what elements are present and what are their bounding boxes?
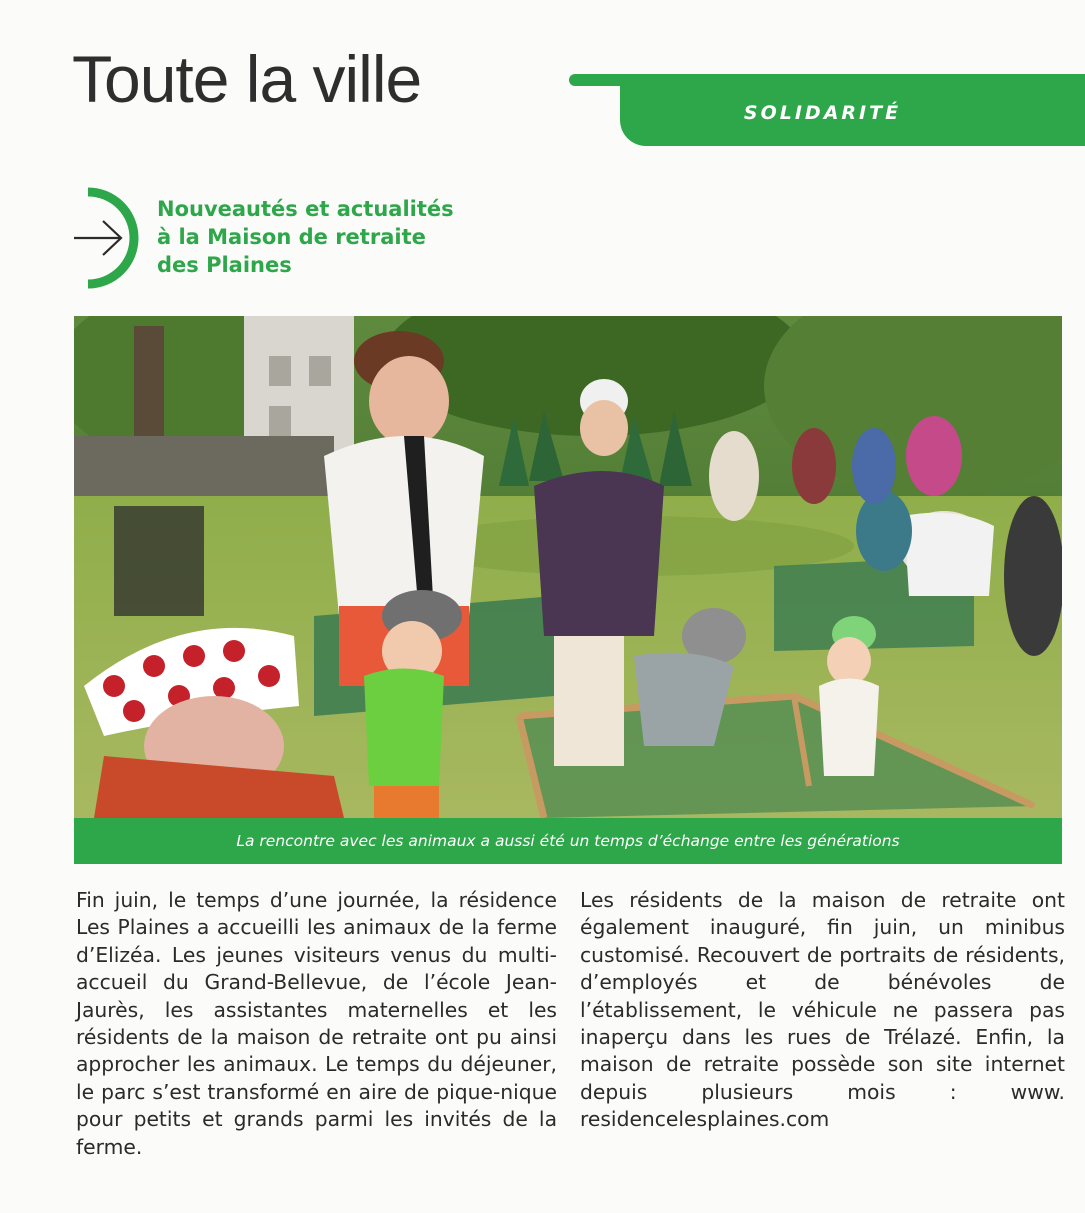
- photo-caption: La rencontre avec les animaux a aussi été un temps d’échange entre les générations: [236, 832, 900, 850]
- photo-caption-bar: [74, 818, 1062, 864]
- arrow-right-icon: [70, 186, 142, 290]
- article-title-line-2: à la Maison de retraite: [157, 225, 426, 249]
- body-text-right: Les résidents de la maison de retraite ont également inauguré, fin juin, un minibus customisé. Recouvert de portraits de résidents, d’employés et de bénévoles de l’établissement, le véhicule ne passera pas inaperçu dans les rues de Trélazé. Enfin, la maison de retraite possède son site internet depuis plusieurs mois : www. residencelesplaines.com: [580, 888, 1065, 1132]
- article-title-line-3: des Plaines: [157, 253, 292, 277]
- body-text-left: Fin juin, le temps d’une journée, la résidence Les Plaines a accueilli les animaux de la ferme d’Elizéa. Les jeunes visiteurs venus du multi-accueil du Grand-Bellevue, de l’école Jean-Jaurès, les assistantes maternelles et les résidents de la maison de retraite ont pu ainsi approcher les animaux. Le temps du déjeuner, le parc s’est transformé en aire de pique-nique pour petits et grands parmi les invités de la ferme.: [76, 888, 557, 1159]
- article-title: [157, 195, 454, 279]
- article-photo: [74, 316, 1062, 818]
- rubric-tab: [620, 80, 1085, 146]
- article-title-line-1: Nouveautés et actualités: [157, 197, 454, 221]
- rubric-label: SOLIDARITÉ: [743, 102, 902, 124]
- section-title: Toute la ville: [72, 42, 422, 116]
